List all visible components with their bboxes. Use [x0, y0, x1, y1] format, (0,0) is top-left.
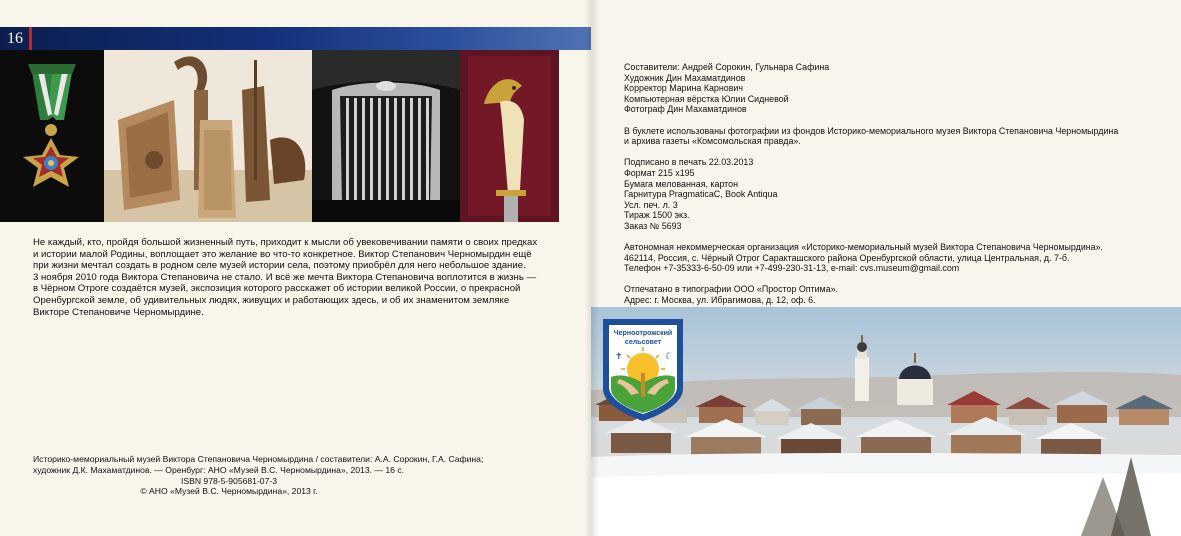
- photo-dagger: [460, 50, 559, 222]
- credits-line: Корректор Марина Карнович: [624, 83, 743, 94]
- intro-paragraph: [33, 237, 557, 318]
- photo-village-winter: [591, 307, 1181, 536]
- credits-authors: [624, 62, 1164, 115]
- credits-line: Компьютерная вёрстка Юлии Сидневой: [624, 93, 789, 104]
- photo-medal: [0, 50, 104, 222]
- spec-line: Формат 215 х195: [624, 167, 695, 178]
- publisher-line: Автономная некоммерческая организация «Историко-мемориальный музей Виктора Степановича Черномырдина».: [624, 242, 1104, 253]
- spec-line: Тираж 1500 экз.: [624, 210, 690, 221]
- intro-line: в Чёрном Отроге создаётся музей, экспозиция которого расскажет об истории великой России, о прекрасной: [33, 283, 521, 295]
- spec-line: Усл. печ. л. 3: [624, 199, 678, 210]
- printer-line: Адрес: г. Москва, ул. Ибрагимова, д. 12, оф. 6.: [624, 295, 816, 306]
- header-band: [0, 27, 591, 50]
- photo-sources: [624, 126, 1164, 147]
- village-emblem: [601, 317, 685, 421]
- intro-line: Не каждый, кто, пройдя большой жизненный путь, приходит к мысли об увековечивании памяти о своих предках: [33, 237, 538, 248]
- sources-line: В буклете использованы фотографии из фондов Историко-мемориального музея Виктора Степановича Черномырдина: [624, 125, 1119, 136]
- credits-block: [624, 62, 1164, 327]
- isbn: ISBN 978-5-905681-07-3: [180, 475, 278, 486]
- print-specs: [624, 157, 1164, 231]
- bibliographic-imprint: [33, 454, 553, 497]
- intro-line: Викторе Степановиче Черномырдине.: [33, 306, 204, 318]
- page-marker: [29, 27, 32, 50]
- spec-line: Заказ № 5693: [624, 220, 682, 231]
- credits-line: Фотограф Дин Махаматдинов: [624, 104, 747, 115]
- crescent-icon: ☾: [665, 351, 674, 361]
- publisher-line: Телефон +7-35333-6-50-09 или +7-499-230-31-13, e-mail: cvs.museum@gmail.com: [624, 263, 960, 274]
- copyright: © АНО «Музей В.С. Черномырдина», 2013 г.: [140, 486, 318, 497]
- intro-line: при жизни мечтал создать в родном селе музей истории села, поэтому приобрёл для него небольшое здание.: [33, 260, 526, 272]
- printer-line: Отпечатано в типографии ООО «Простор Оптима».: [624, 284, 838, 295]
- photo-wooden-artifacts: [104, 50, 312, 222]
- spec-line: Бумага мелованная, картон: [624, 178, 738, 189]
- cross-icon: ✝: [615, 351, 623, 361]
- page-number: 16: [7, 30, 23, 47]
- intro-line: 3 ноября 2010 года Виктора Степановича не стало. И всё же мечта Виктора Степановича воплотится в жизнь —: [33, 271, 537, 283]
- intro-line: Оренбургской земле, об удивительных людях, живущих и работающих здесь, и об их знаменитом земляке: [33, 294, 510, 306]
- emblem-title-line2: сельсовет: [624, 339, 662, 346]
- spec-line: Подписано в печать 22.03.2013: [624, 157, 754, 168]
- imprint-line: Историко-мемориальный музей Виктора Степановича Черномырдина / составители: А.А. Сорокин, Г.А. Сафина;: [33, 454, 484, 464]
- imprint-line: художник Д.К. Махаматдинов. — Оренбург: АНО «Музей В.С. Черномырдина», 2013. — 16 с.: [33, 464, 405, 475]
- intro-line: и истории малой Родины, воплощает это желание во что-то конкретное. Виктор Степанович Черномырдин ещё: [33, 248, 532, 260]
- credits-line: Художник Дин Махаматдинов: [624, 72, 746, 83]
- right-page: [591, 0, 1181, 536]
- publisher-info: [624, 242, 1164, 274]
- spec-line: Гарнитура PragmaticaC, Book Antiqua: [624, 189, 778, 200]
- publisher-line: 462114, Россия, с. Чёрный Отрог Саракташского района Оренбургской области, улица Центральная, д. 7-б.: [624, 252, 1070, 263]
- photo-car-grille: [312, 50, 460, 222]
- credits-line: Составители: Андрей Сорокин, Гульнара Сафина: [624, 62, 830, 72]
- sources-line: и архива газеты «Комсомольская правда».: [624, 136, 801, 147]
- emblem-title-line1: Черноотрожский: [613, 330, 673, 337]
